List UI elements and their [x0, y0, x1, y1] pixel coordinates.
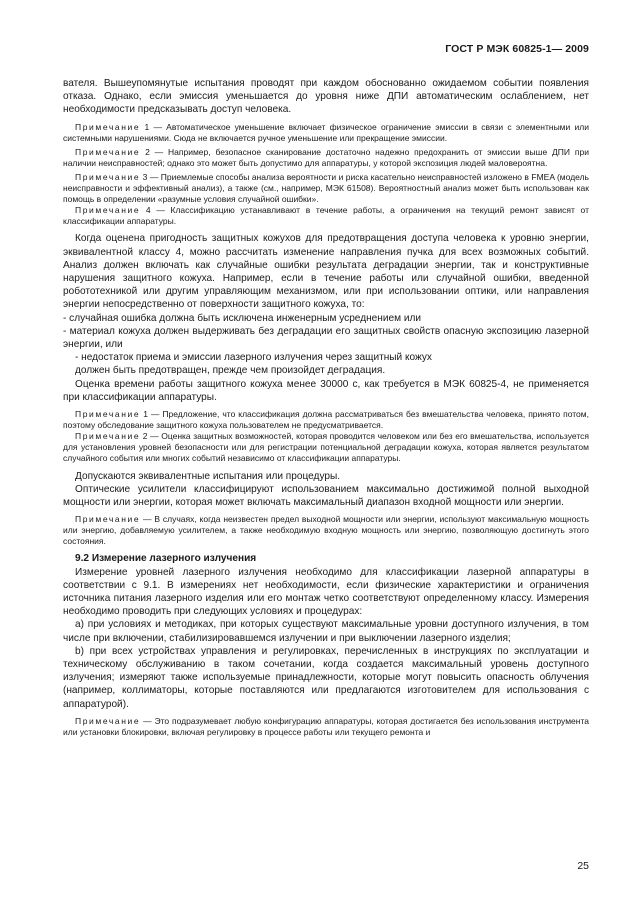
note-4	[63, 205, 589, 227]
paragraph: Когда оценена пригодность защитных кожухов для предотвращения доступа человека к уровню энергии, эквивалентной классу 4, можно рассчитать изменение направления пучка для всех возможных событий. Анализ должен включать как случайные ошибки результата деградации энергии, так и конструктивные нарушения защитного кожуха. Например, если в течение работы или случайной ошибки, введенной робототехникой или другим управляющим механизмом, или при использовании оптики, или направления энергии непосредственно от поверхности защитного кожуха, то:	[63, 233, 589, 311]
note-2	[63, 147, 589, 169]
note-3	[63, 172, 589, 205]
note-label: Примечание	[75, 514, 141, 525]
note-text: — Предложение, что классификация должна рассматриваться без вмешательства человека, принято потом, поэтому обследование защитного кожуха пользователем не предусматривается.	[63, 409, 589, 431]
paragraph: Измерение уровней лазерного излучения необходимо для классификации лазерной аппаратуры в соответствии с 9.1. В измерениях нет необходимости, если физические характеристики и ограничения источника питания лазерного изделия или его монтаж четко соответствуют определенному классу. Измерения необходимо проводить при следующих условиях и процедурах:	[63, 566, 589, 618]
note-text: — Приемлемые способы анализа вероятности и риска касательно неисправностей изложено в FMEA (модель неисправности и эффективный анализ), а также (см., например, МЭК 61508). Вероятностный анализ может быть использован как помощь в определении «разумные условия случайной ошибки».	[63, 171, 589, 205]
note	[63, 514, 589, 547]
section-heading: 9.2 Измерение лазерного излучения	[75, 553, 257, 565]
page-number: 25	[577, 860, 589, 872]
note	[63, 716, 589, 738]
note-number: 1	[143, 409, 148, 420]
page-body	[63, 77, 589, 738]
note-text: — Оценка защитных возможностей, которая проводится человеком или без его вмешательства, используется для установления уровней безопасности или для регистрации потенциальной деградации кожуха, которая является результатом случайного события или многих событий независимо от классификации аппаратуры.	[63, 431, 589, 464]
paragraph: Допускаются эквивалентные испытания или процедуры.	[75, 470, 341, 482]
note-label: Примечание	[75, 171, 141, 182]
list-item: а) при условиях и методиках, при которых существуют максимальные уровни доступного излучения, в том числе при включении, стабилизировавшемся излучении и при выключении лазерного изделия;	[63, 619, 589, 644]
paragraph: Оценка времени работы защитного кожуха менее 30000 с, как требуется в МЭК 60825-4, не применяется при классификации аппаратуры.	[63, 378, 589, 403]
note-text: — Это подразумевает любую конфигурацию аппаратуры, которая достигается без использования инструмента или установки блокировки, включая регулировку в процессе работы или текущего ремонта и	[63, 715, 589, 737]
list-item: - недостаток приема и эмиссии лазерного излучения через защитный кожух	[75, 352, 432, 364]
note-1	[63, 122, 589, 144]
note-label: Примечание	[75, 121, 141, 132]
note-text: — Например, безопасное сканирование достаточно надежно предохранить от эмиссии выше ДПИ при наличии неисправностей; однако это может быть допустимо для аппаратуры, у которой экспозиция людей маловероятна.	[63, 146, 589, 168]
note-1	[63, 409, 589, 431]
note-label: Примечание	[75, 146, 141, 157]
note-number: 4	[145, 205, 151, 216]
note-label: Примечание	[75, 205, 141, 216]
note-number: 2	[145, 146, 150, 157]
paragraph: вателя. Вышеупомянутые испытания проводят при каждом обоснованно ожидаемом событии появления отказа. Однако, если эмиссия уменьшается до уровня ниже ДПИ автоматическим ослаблением, нет необходимости предсказывать доступ человека.	[63, 78, 589, 116]
paragraph: должен быть предотвращен, прежде чем произойдет деградация.	[75, 365, 386, 377]
note-label: Примечание	[75, 715, 141, 726]
note-2	[63, 431, 589, 464]
note-number: 3	[142, 171, 148, 182]
note-number: 1	[144, 121, 150, 132]
note-text: — Классификацию устанавливают в течение работы, а ограничения на текущий ремонт зависят от классификации аппаратуры.	[63, 205, 589, 227]
note-text: — В случаях, когда неизвестен предел выходной мощности или энергии, используют максимальную мощность или энергию, добавляемую усилителем, а также необходимую входную мощность или энергию, позволяющую достигнуть этого состояния.	[63, 514, 589, 547]
paragraph: Оптические усилители классифицируют использованием максимально достижимой полной выходной мощности или энергии, которая может включать максимальный диапазон входной мощности или энергии.	[63, 483, 589, 508]
note-label: Примечание	[75, 409, 141, 420]
list-item: - случайная ошибка должна быть исключена инженерным усреднением или	[63, 312, 422, 324]
note-label: Примечание	[75, 431, 141, 442]
list-item: b) при всех устройствах управления и регулировках, перечисленных в инструкциях по эксплуатации и техническому обслуживанию в таком сочетании, когда создается максимальный уровень доступного излучения; измеряют также используемые принадлежности, которые могут повысить опасность облучения (например, коллиматоры, которые поставляются или предлагаются изготовителем для использования с аппаратурой).	[63, 645, 589, 710]
note-text: — Автоматическое уменьшение включает физическое ограничение эмиссии в связи с элементными или системными нарушениями. Сюда не включается ручное уменьшение или прекращение эмиссии.	[63, 121, 589, 143]
note-number: 2	[142, 431, 148, 442]
standard-code-header: ГОСТ Р МЭК 60825-1— 2009	[445, 43, 589, 55]
list-item: - материал кожуха должен выдерживать без деградации его защитных свойств опасную экспозицию лазерной энергии, или	[63, 325, 589, 351]
